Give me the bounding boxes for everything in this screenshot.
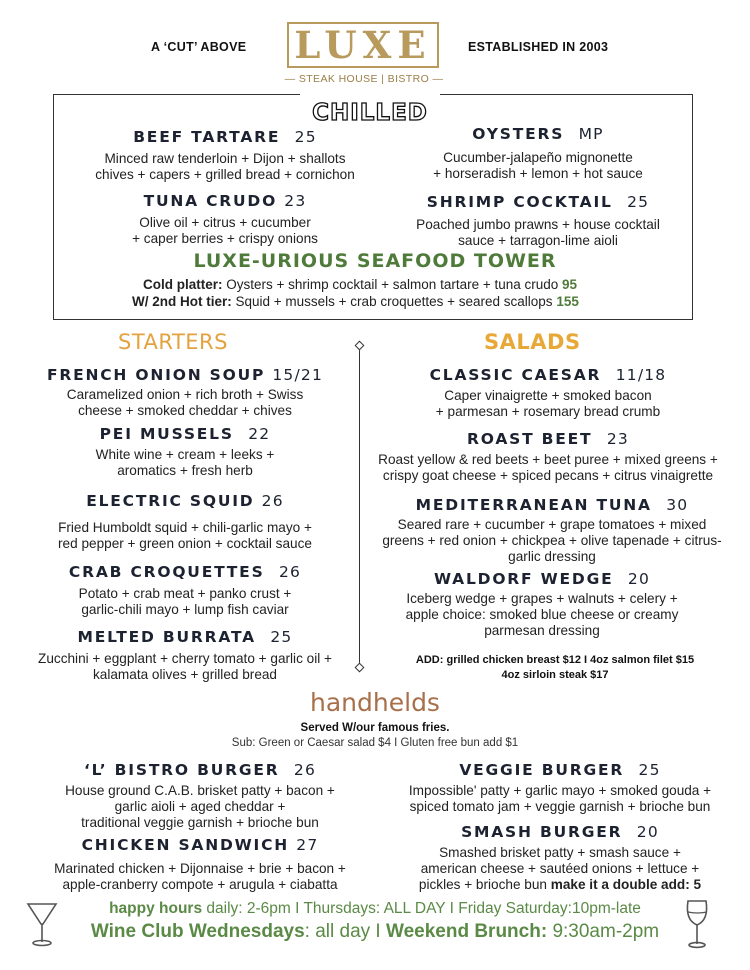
luxe-logo: LUXE — [287, 22, 439, 68]
menu-item-french-onion-soup: FRENCH ONION SOUP 15/21 Caramelized onion + rich broth + Swiss cheese + smoked cheddar + chives — [20, 366, 350, 419]
menu-item-oysters — [378, 125, 698, 182]
handhelds-title: handhelds — [310, 688, 440, 717]
item-name: OYSTERS — [472, 125, 565, 143]
item-price: MP — [578, 125, 604, 143]
logo-subtitle: — STEAK HOUSE | BISTRO — — [284, 73, 444, 85]
menu-item-classic-caesar: CLASSIC CAESAR 11/18 Caper vinaigrette + smoked bacon + parmesan + rosemary bread crumb — [368, 366, 728, 420]
item-description: Potato + crab meat + panko crust + garlic-chili mayo + lump fish caviar — [78, 586, 292, 617]
item-price: 25 — [627, 193, 650, 211]
item-description: Smashed brisket patty + smash sauce + american cheese + sautéed onions + lettuce + pickles + brioche bun make it a double add: 5 — [418, 845, 702, 892]
item-description: Minced raw tenderloin + Dijon + shallots chives + capers + grilled bread + cornichon — [95, 151, 355, 182]
tower-hot-tier: W/ 2nd Hot tier: Squid + mussels + crab croquettes + seared scallops 155 — [132, 294, 579, 309]
menu-item-electric-squid: ELECTRIC SQUID 26 Fried Humboldt squid + chili-garlic mayo + red pepper + green onion + cocktail sauce — [20, 492, 350, 552]
item-description: Roast yellow & red beets + beet puree + mixed greens + crispy goat cheese + spiced pecans + citrus vinaigrette — [378, 452, 718, 483]
item-name: TUNA CRUDO — [143, 192, 278, 210]
item-description: Caramelized onion + rich broth + Swiss cheese + smoked cheddar + chives — [66, 387, 304, 418]
menu-item-waldorf-wedge: WALDORF WEDGE 20 Iceberg wedge + grapes + walnuts + celery + apple choice: smoked blue cheese or creamy parmesan dressing — [362, 570, 722, 639]
double-add-label: make it a double add: 5 — [550, 877, 702, 892]
tower-cold-platter: Cold platter: Oysters + shrimp cocktail + salmon tartare + tuna crudo 95 — [143, 277, 578, 292]
item-description: Marinated chicken + Dijonnaise + brie + bacon + apple-cranberry compote + arugula + ciabatta — [54, 861, 346, 892]
item-price: 25 — [294, 128, 317, 146]
specials-line: Wine Club Wednesdays: all day I Weekend Brunch: 9:30am-2pm — [90, 921, 660, 942]
menu-item-beef-tartare — [60, 128, 390, 183]
menu-item-pei-mussels: PEI MUSSELS 22 White wine + cream + leeks + aromatics + fresh herb — [20, 425, 350, 479]
item-description: Impossible' patty + garlic mayo + smoked gouda + spiced tomato jam + veggie garnish + brioche bun — [408, 783, 712, 814]
item-description: Iceberg wedge + grapes + walnuts + celery + apple choice: smoked blue cheese or creamy parmesan dressing — [405, 591, 679, 638]
column-divider — [359, 346, 360, 670]
divider-diamond-bottom — [355, 663, 365, 673]
item-name: SHRIMP COCKTAIL — [426, 193, 613, 211]
handhelds-note: Served W/our famous fries. — [300, 722, 450, 734]
menu-item-bistro-burger: ‘L’ BISTRO BURGER 26 House ground C.A.B. brisket patty + bacon + garlic aioli + aged cheddar + traditional veggie garnish + brioche bun — [25, 761, 375, 831]
seafood-tower-title: LUXE-URIOUS SEAFOOD TOWER — [193, 250, 557, 272]
item-description: Seared rare + cucumber + grape tomatoes + mixed greens + red onion + chickpea + olive tapenade + citrus- garlic dressing — [382, 517, 722, 564]
menu-item-shrimp-cocktail — [378, 193, 698, 249]
menu-item-veggie-burger: VEGGIE BURGER 25 Impossible' patty + garlic mayo + smoked gouda + spiced tomato jam + veggie garnish + brioche bun — [385, 761, 735, 815]
menu-item-smash-burger: SMASH BURGER 20 Smashed brisket patty + smash sauce + american cheese + sautéed onions + lettuce + pickles + brioche bun make it a double add: 5 — [385, 823, 735, 893]
handhelds-substitutions: Sub: Green or Caesar salad $4 I Gluten free bun add $1 — [231, 737, 519, 749]
menu-item-tuna-crudo — [60, 192, 390, 247]
salad-add-ons: ADD: grilled chicken breast $12 I 4oz salmon filet $15 4oz sirloin steak $17 — [415, 654, 695, 681]
item-description: Fried Humboldt squid + chili-garlic mayo + red pepper + green onion + cocktail sauce — [58, 520, 312, 551]
happy-hours-line: happy hours daily: 2-6pm I Thursdays: ALL DAY I Friday Saturday:10pm-late — [109, 900, 641, 917]
menu-item-melted-burrata: MELTED BURRATA 25 Zucchini + eggplant + cherry tomato + garlic oil + kalamata olives + grilled bread — [20, 628, 350, 683]
menu-item-chicken-sandwich: CHICKEN SANDWICH 27 Marinated chicken + Dijonnaise + brie + bacon + apple-cranberry compote + arugula + ciabatta — [25, 836, 375, 893]
item-price: 23 — [284, 192, 307, 210]
menu-item-crab-croquettes: CRAB CROQUETTES 26 Potato + crab meat + panko crust + garlic-chili mayo + lump fish caviar — [20, 563, 350, 618]
salads-title: SALADS — [484, 330, 581, 354]
menu-item-roast-beet: ROAST BEET 23 Roast yellow & red beets + beet puree + mixed greens + crispy goat cheese + spiced pecans + citrus vinaigrette — [358, 430, 738, 484]
item-name: BEEF TARTARE — [133, 128, 281, 146]
item-description: Zucchini + eggplant + cherry tomato + garlic oil + kalamata olives + grilled bread — [38, 651, 332, 682]
item-description: House ground C.A.B. brisket patty + bacon + garlic aioli + aged cheddar + traditional veggie garnish + brioche bun — [65, 783, 335, 830]
item-description: Caper vinaigrette + smoked bacon + parmesan + rosemary bread crumb — [435, 388, 661, 419]
item-description: White wine + cream + leeks + aromatics + fresh herb — [95, 447, 275, 478]
chilled-title: CHILLED — [312, 100, 428, 126]
item-description: Cucumber-jalapeño mignonette + horseradish + lemon + hot sauce — [433, 150, 643, 181]
item-description: Olive oil + citrus + cucumber + caper berries + crispy onions — [132, 215, 318, 246]
divider-diamond-top — [355, 341, 365, 351]
item-description: Poached jumbo prawns + house cocktail sauce + tarragon-lime aioli — [416, 217, 660, 248]
tagline-left: A ‘CUT’ ABOVE — [151, 40, 247, 54]
starters-title: STARTERS — [118, 330, 228, 354]
tagline-right: ESTABLISHED IN 2003 — [468, 40, 609, 54]
menu-item-mediterranean-tuna: MEDITERRANEAN TUNA 30 Seared rare + cucumber + grape tomatoes + mixed greens + red onion + chickpea + olive tapenade + citrus- garlic dressing — [362, 496, 742, 565]
